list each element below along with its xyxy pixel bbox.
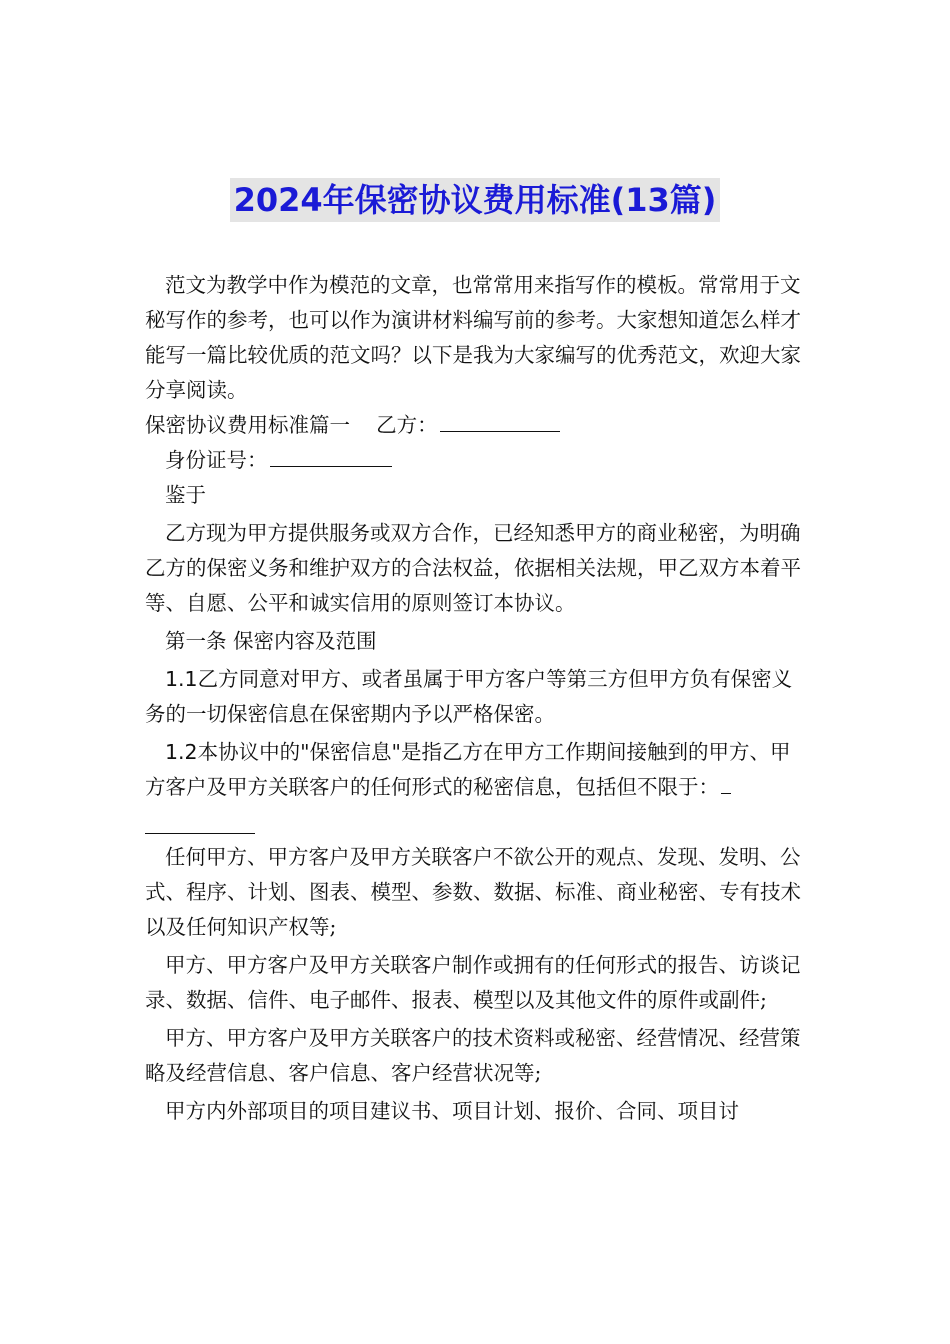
document-title: 2024年保密协议费用标准(13篇) bbox=[230, 178, 721, 222]
party-b-blank bbox=[440, 409, 560, 432]
clause-1-2-number: 1.2 bbox=[165, 740, 198, 764]
clause-1-1-text: 乙方同意对甲方、或者虽属于甲方客户等第三方但甲方负有保密义务的一切保密信息在保密期内予以严格保密。 bbox=[145, 667, 793, 726]
item-d-paragraph: 甲方内外部项目的项目建议书、项目计划、报价、合同、项目讨 bbox=[165, 1099, 739, 1123]
clause-1-1-number: 1.1 bbox=[165, 667, 198, 691]
item-a-paragraph: 任何甲方、甲方客户及甲方关联客户不欲公开的观点、发现、发明、公式、程序、计划、图表、模型、参数、数据、标准、商业秘密、专有技术以及任何知识产权等; bbox=[145, 845, 801, 939]
id-label: 身份证号： bbox=[165, 448, 268, 472]
article-1-heading: 第一条 保密内容及范围 bbox=[165, 629, 377, 653]
clause-1-2-text: 本协议中的"保密信息"是指乙方在甲方工作期间接触到的甲方、甲方客户及甲方关联客户的任何形式的秘密信息，包括但不限于： bbox=[145, 740, 791, 799]
whereas-line: 鉴于 bbox=[165, 483, 206, 507]
clause-1-1 bbox=[145, 662, 809, 732]
party-b-label: 乙方： bbox=[376, 413, 438, 437]
intro-paragraph: 范文为教学中作为模范的文章，也常常用来指写作的模板。常常用于文秘写作的参考，也可以作为演讲材料编写前的参考。大家想知道怎么样才能写一篇比较优质的范文吗？以下是我为大家编写的优秀范文，欢迎大家分享阅读。 bbox=[145, 273, 801, 402]
id-number-line bbox=[145, 443, 809, 478]
document-body bbox=[145, 268, 809, 1129]
clause-1-2-blank-start bbox=[721, 771, 731, 794]
title-container bbox=[0, 178, 950, 222]
whereas-paragraph: 乙方现为甲方提供服务或双方合作，已经知悉甲方的商业秘密，为明确乙方的保密义务和维护双方的合法权益，依据相关法规，甲乙双方本着平等、自愿、公平和诚实信用的原则签订本协议。 bbox=[145, 521, 801, 615]
clause-1-2 bbox=[145, 735, 809, 805]
section-heading-line bbox=[145, 408, 809, 443]
item-c-paragraph: 甲方、甲方客户及甲方关联客户的技术资料或秘密、经营情况、经营策略及经营信息、客户信息、客户经营状况等; bbox=[145, 1026, 801, 1085]
section-heading: 保密协议费用标准篇一 bbox=[145, 413, 350, 437]
clause-1-2-blank bbox=[145, 805, 255, 834]
id-blank bbox=[270, 444, 392, 467]
item-b-paragraph: 甲方、甲方客户及甲方关联客户制作或拥有的任何形式的报告、访谈记录、数据、信件、电子邮件、报表、模型以及其他文件的原件或副件; bbox=[145, 953, 801, 1012]
